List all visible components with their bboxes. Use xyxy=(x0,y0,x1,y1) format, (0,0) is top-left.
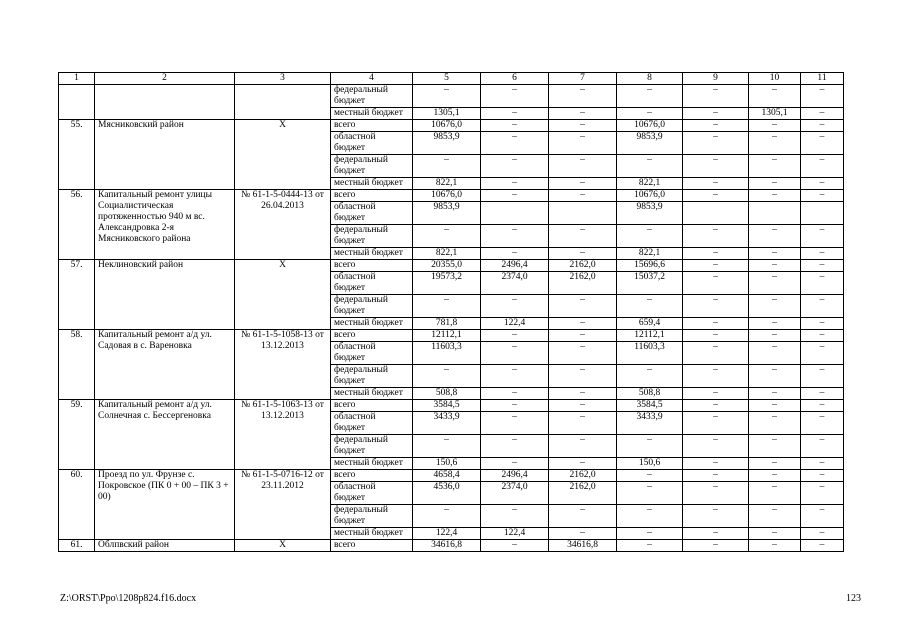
row-number-cell xyxy=(59,85,95,120)
budget-source-cell: всего xyxy=(331,330,413,342)
value-cell: – xyxy=(413,295,481,318)
value-cell: 822,1 xyxy=(413,178,481,190)
budget-source-cell: областной бюджет xyxy=(331,482,413,505)
value-cell: – xyxy=(801,272,844,295)
value-cell: – xyxy=(481,178,549,190)
value-cell: – xyxy=(549,120,617,132)
value-cell: 1305,1 xyxy=(413,108,481,120)
budget-source-cell: местный бюджет xyxy=(331,248,413,260)
value-cell: – xyxy=(683,318,749,330)
value-cell: – xyxy=(801,470,844,482)
value-cell: – xyxy=(481,388,549,400)
value-cell: – xyxy=(749,482,801,505)
value-cell: 781,8 xyxy=(413,318,481,330)
value-cell: – xyxy=(549,295,617,318)
value-cell: 822,1 xyxy=(617,248,683,260)
budget-source-cell: местный бюджет xyxy=(331,108,413,120)
value-cell: 508,8 xyxy=(413,388,481,400)
value-cell: – xyxy=(801,435,844,458)
value-cell: – xyxy=(549,178,617,190)
value-cell: – xyxy=(683,365,749,388)
value-cell: 2162,0 xyxy=(549,482,617,505)
budget-source-cell: всего xyxy=(331,190,413,202)
value-cell: – xyxy=(683,412,749,435)
value-cell: – xyxy=(481,85,549,108)
value-cell: – xyxy=(749,342,801,365)
value-cell: – xyxy=(481,412,549,435)
value-cell: – xyxy=(801,318,844,330)
value-cell: 10676,0 xyxy=(617,120,683,132)
column-header: 5 xyxy=(413,73,481,85)
value-cell: – xyxy=(749,155,801,178)
value-cell: – xyxy=(749,132,801,155)
value-cell: – xyxy=(617,108,683,120)
value-cell: 4536,0 xyxy=(413,482,481,505)
budget-source-cell: федеральный бюджет xyxy=(331,435,413,458)
column-header: 2 xyxy=(95,73,235,85)
budget-source-cell: местный бюджет xyxy=(331,178,413,190)
value-cell: – xyxy=(801,225,844,248)
value-cell: – xyxy=(749,272,801,295)
value-cell: 122,4 xyxy=(413,528,481,540)
document-cell: № 61-1-5-1063-13 от 13.12.2013 xyxy=(235,400,331,470)
value-cell: – xyxy=(481,108,549,120)
value-cell: 15696,6 xyxy=(617,260,683,272)
value-cell: 9853,9 xyxy=(413,132,481,155)
value-cell: – xyxy=(617,295,683,318)
value-cell: – xyxy=(683,540,749,552)
budget-source-cell: федеральный бюджет xyxy=(331,365,413,388)
value-cell: – xyxy=(683,155,749,178)
value-cell: – xyxy=(749,540,801,552)
value-cell: – xyxy=(683,120,749,132)
budget-source-cell: местный бюджет xyxy=(331,318,413,330)
value-cell: 10676,0 xyxy=(617,190,683,202)
value-cell: – xyxy=(749,120,801,132)
table-row xyxy=(59,400,844,412)
value-cell: – xyxy=(413,435,481,458)
object-name-cell: Капитальный ремонт улицы Социалистическая протяженностью 940 м вс. Александровка 2-я Мясниковского района xyxy=(95,190,235,260)
budget-source-cell: местный бюджет xyxy=(331,388,413,400)
value-cell: – xyxy=(481,400,549,412)
object-name-cell: Мясниковский район xyxy=(95,120,235,190)
value-cell: 122,4 xyxy=(481,318,549,330)
row-number-cell: 57. xyxy=(59,260,95,330)
document-cell: Х xyxy=(235,540,331,552)
value-cell: – xyxy=(683,528,749,540)
value-cell: – xyxy=(749,400,801,412)
value-cell: – xyxy=(481,248,549,260)
value-cell: – xyxy=(801,342,844,365)
value-cell: – xyxy=(683,295,749,318)
value-cell: – xyxy=(683,458,749,470)
budget-source-cell: местный бюджет xyxy=(331,528,413,540)
value-cell: 150,6 xyxy=(617,458,683,470)
value-cell: – xyxy=(801,132,844,155)
value-cell: – xyxy=(749,248,801,260)
value-cell: 2162,0 xyxy=(549,272,617,295)
document-cell: № 61-1-5-0716-12 от 23.11.2012 xyxy=(235,470,331,540)
value-cell xyxy=(683,202,749,225)
value-cell: – xyxy=(801,482,844,505)
table-row xyxy=(59,540,844,552)
document-cell xyxy=(235,85,331,120)
value-cell: – xyxy=(683,505,749,528)
value-cell: – xyxy=(549,505,617,528)
value-cell xyxy=(801,202,844,225)
value-cell: 10676,0 xyxy=(413,120,481,132)
budget-source-cell: областной бюджет xyxy=(331,342,413,365)
value-cell: 9853,9 xyxy=(617,202,683,225)
value-cell: 150,6 xyxy=(413,458,481,470)
value-cell: – xyxy=(617,85,683,108)
value-cell: 822,1 xyxy=(617,178,683,190)
value-cell: – xyxy=(481,458,549,470)
value-cell: – xyxy=(481,132,549,155)
value-cell: – xyxy=(549,318,617,330)
value-cell: – xyxy=(549,342,617,365)
value-cell: – xyxy=(801,260,844,272)
value-cell: – xyxy=(801,540,844,552)
value-cell: – xyxy=(549,85,617,108)
value-cell: – xyxy=(801,458,844,470)
value-cell: – xyxy=(617,470,683,482)
value-cell: – xyxy=(683,435,749,458)
value-cell: – xyxy=(683,400,749,412)
value-cell: 3433,9 xyxy=(413,412,481,435)
object-name-cell: Капитальный ремонт а/д ул. Солнечная с. Бессергеновка xyxy=(95,400,235,470)
value-cell: – xyxy=(801,190,844,202)
budget-source-cell: всего xyxy=(331,400,413,412)
value-cell: – xyxy=(801,528,844,540)
value-cell: 20355,0 xyxy=(413,260,481,272)
row-number-cell: 55. xyxy=(59,120,95,190)
table-row xyxy=(59,470,844,482)
value-cell: – xyxy=(683,190,749,202)
value-cell: – xyxy=(683,132,749,155)
value-cell: 508,8 xyxy=(617,388,683,400)
value-cell: – xyxy=(801,388,844,400)
budget-source-cell: местный бюджет xyxy=(331,458,413,470)
value-cell: – xyxy=(749,505,801,528)
object-name-cell: Облпвский район xyxy=(95,540,235,552)
value-cell: – xyxy=(749,435,801,458)
budget-source-cell: областной бюджет xyxy=(331,272,413,295)
file-path: Z:\ORST\Ppo\1208p824.f16.docx xyxy=(60,593,197,604)
value-cell: – xyxy=(683,178,749,190)
value-cell: 9853,9 xyxy=(413,202,481,225)
value-cell: – xyxy=(617,528,683,540)
value-cell: – xyxy=(749,295,801,318)
column-header: 3 xyxy=(235,73,331,85)
value-cell: 19573,2 xyxy=(413,272,481,295)
budget-source-cell: федеральный бюджет xyxy=(331,155,413,178)
column-header: 6 xyxy=(481,73,549,85)
value-cell: – xyxy=(801,295,844,318)
value-cell: – xyxy=(683,470,749,482)
value-cell: – xyxy=(749,330,801,342)
value-cell: – xyxy=(481,505,549,528)
value-cell: 11603,3 xyxy=(413,342,481,365)
value-cell: – xyxy=(749,225,801,248)
value-cell: – xyxy=(749,365,801,388)
value-cell: – xyxy=(749,458,801,470)
value-cell: – xyxy=(749,388,801,400)
value-cell: – xyxy=(413,365,481,388)
value-cell: 15037,2 xyxy=(617,272,683,295)
value-cell: – xyxy=(749,260,801,272)
value-cell: – xyxy=(481,155,549,178)
value-cell: – xyxy=(801,412,844,435)
value-cell: – xyxy=(749,85,801,108)
value-cell: 822,1 xyxy=(413,248,481,260)
value-cell: – xyxy=(481,435,549,458)
value-cell: – xyxy=(801,85,844,108)
value-cell: – xyxy=(481,540,549,552)
value-cell: – xyxy=(481,225,549,248)
budget-source-cell: федеральный бюджет xyxy=(331,295,413,318)
value-cell: 2374,0 xyxy=(481,272,549,295)
row-number-cell: 59. xyxy=(59,400,95,470)
value-cell: – xyxy=(749,412,801,435)
table-row xyxy=(59,330,844,342)
value-cell: – xyxy=(549,528,617,540)
value-cell: – xyxy=(549,132,617,155)
value-cell: – xyxy=(801,330,844,342)
budget-source-cell: областной бюджет xyxy=(331,202,413,225)
value-cell: – xyxy=(683,342,749,365)
value-cell: – xyxy=(617,225,683,248)
value-cell: – xyxy=(801,365,844,388)
value-cell: – xyxy=(683,108,749,120)
column-header: 8 xyxy=(617,73,683,85)
budget-source-cell: всего xyxy=(331,260,413,272)
value-cell: 11603,3 xyxy=(617,342,683,365)
value-cell: – xyxy=(413,85,481,108)
value-cell: – xyxy=(549,225,617,248)
value-cell: 2374,0 xyxy=(481,482,549,505)
value-cell: – xyxy=(683,330,749,342)
document-cell: № 61-1-5-0444-13 от 26.04.2013 xyxy=(235,190,331,260)
value-cell: – xyxy=(617,505,683,528)
value-cell: – xyxy=(481,190,549,202)
budget-source-cell: всего xyxy=(331,120,413,132)
value-cell: – xyxy=(683,248,749,260)
value-cell: – xyxy=(801,178,844,190)
value-cell: – xyxy=(749,178,801,190)
value-cell: 659,4 xyxy=(617,318,683,330)
object-name-cell: Капитальный ремонт а/д ул. Садовая в с. Вареновка xyxy=(95,330,235,400)
value-cell: 2162,0 xyxy=(549,470,617,482)
column-header: 4 xyxy=(331,73,413,85)
budget-source-cell: всего xyxy=(331,540,413,552)
value-cell: – xyxy=(481,342,549,365)
value-cell: – xyxy=(749,318,801,330)
value-cell: 34616,8 xyxy=(549,540,617,552)
value-cell: – xyxy=(413,225,481,248)
value-cell: 3584,5 xyxy=(617,400,683,412)
document-cell: Х xyxy=(235,120,331,190)
value-cell: – xyxy=(549,400,617,412)
value-cell: 122,4 xyxy=(481,528,549,540)
value-cell: 2496,4 xyxy=(481,470,549,482)
value-cell: – xyxy=(413,155,481,178)
budget-source-cell: областной бюджет xyxy=(331,412,413,435)
value-cell: 34616,8 xyxy=(413,540,481,552)
value-cell: – xyxy=(617,482,683,505)
value-cell: – xyxy=(617,435,683,458)
value-cell: – xyxy=(749,528,801,540)
value-cell: 9853,9 xyxy=(617,132,683,155)
table-row xyxy=(59,85,844,108)
value-cell: – xyxy=(481,330,549,342)
value-cell: 1305,1 xyxy=(749,108,801,120)
value-cell: 3584,5 xyxy=(413,400,481,412)
column-header: 11 xyxy=(801,73,844,85)
row-number-cell: 56. xyxy=(59,190,95,260)
value-cell: 3433,9 xyxy=(617,412,683,435)
value-cell: – xyxy=(481,120,549,132)
value-cell: – xyxy=(481,365,549,388)
value-cell: – xyxy=(801,400,844,412)
budget-source-cell: федеральный бюджет xyxy=(331,85,413,108)
column-header: 10 xyxy=(749,73,801,85)
document-cell: Х xyxy=(235,260,331,330)
value-cell xyxy=(481,202,549,225)
row-number-cell: 60. xyxy=(59,470,95,540)
value-cell: – xyxy=(549,108,617,120)
value-cell: – xyxy=(549,435,617,458)
value-cell: – xyxy=(549,412,617,435)
budget-source-cell: областной бюджет xyxy=(331,132,413,155)
value-cell: – xyxy=(801,248,844,260)
value-cell xyxy=(549,202,617,225)
value-cell: – xyxy=(549,155,617,178)
row-number-cell: 61. xyxy=(59,540,95,552)
value-cell: – xyxy=(683,85,749,108)
object-name-cell: Проезд по ул. Фрунзе с. Покровское (ПК 0 + 00 – ПК 3 + 00) xyxy=(95,470,235,540)
table-row xyxy=(59,190,844,202)
budget-source-cell: федеральный бюджет xyxy=(331,505,413,528)
value-cell xyxy=(749,202,801,225)
value-cell: – xyxy=(617,540,683,552)
table-row xyxy=(59,120,844,132)
header-row xyxy=(59,73,844,85)
value-cell: – xyxy=(481,295,549,318)
value-cell: – xyxy=(683,272,749,295)
value-cell: – xyxy=(549,388,617,400)
value-cell: – xyxy=(801,155,844,178)
document-cell: № 61-1-5-1058-13 от 13.12.2013 xyxy=(235,330,331,400)
value-cell: – xyxy=(801,108,844,120)
object-name-cell: Неклиновский район xyxy=(95,260,235,330)
value-cell: 4658,4 xyxy=(413,470,481,482)
value-cell: 12112,1 xyxy=(413,330,481,342)
column-header: 7 xyxy=(549,73,617,85)
value-cell: 2162,0 xyxy=(549,260,617,272)
value-cell: – xyxy=(549,330,617,342)
table-row xyxy=(59,260,844,272)
value-cell: – xyxy=(683,225,749,248)
value-cell: – xyxy=(683,260,749,272)
value-cell: 2496,4 xyxy=(481,260,549,272)
budget-source-cell: федеральный бюджет xyxy=(331,225,413,248)
value-cell: – xyxy=(617,365,683,388)
value-cell: – xyxy=(549,458,617,470)
value-cell: – xyxy=(617,155,683,178)
value-cell: – xyxy=(549,365,617,388)
object-name-cell xyxy=(95,85,235,120)
row-number-cell: 58. xyxy=(59,330,95,400)
value-cell: – xyxy=(749,470,801,482)
column-header: 9 xyxy=(683,73,749,85)
value-cell: – xyxy=(683,482,749,505)
value-cell: – xyxy=(749,190,801,202)
value-cell: – xyxy=(683,388,749,400)
value-cell: – xyxy=(413,505,481,528)
value-cell: 10676,0 xyxy=(413,190,481,202)
value-cell: – xyxy=(549,190,617,202)
value-cell: 12112,1 xyxy=(617,330,683,342)
budget-table xyxy=(58,72,844,552)
value-cell: – xyxy=(801,505,844,528)
value-cell: – xyxy=(801,120,844,132)
budget-source-cell: всего xyxy=(331,470,413,482)
value-cell: – xyxy=(549,248,617,260)
column-header: 1 xyxy=(59,73,95,85)
page-number: 123 xyxy=(846,593,861,604)
